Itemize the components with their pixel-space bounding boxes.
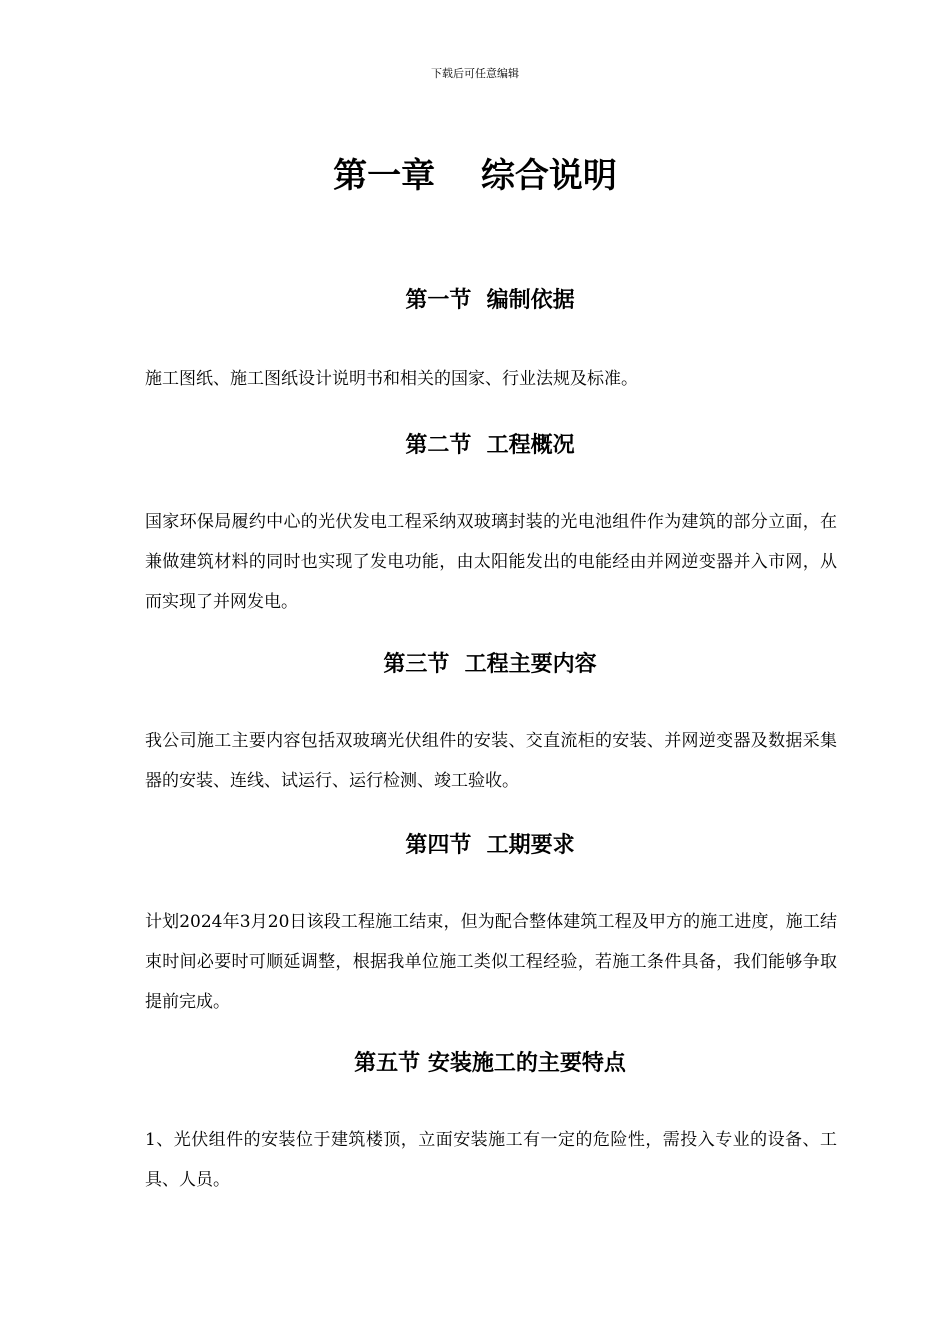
header-note: 下载后可任意编辑 [431, 67, 519, 80]
section-body-5: 1、光伏组件的安装位于建筑楼顶，立面安装施工有一定的危险性，需投入专业的设备、工具、人员。 [145, 1130, 837, 1190]
section-title-1: 第一节 编制依据 [405, 288, 575, 313]
section-title-4: 第四节 工期要求 [405, 833, 575, 858]
section-body-2: 国家环保局履约中心的光伏发电工程采纳双玻璃封装的光电池组件作为建筑的部分立面，在兼做建筑材料的同时也实现了发电功能，由太阳能发出的电能经由并网逆变器并入市网，从而实现了并网发电。 [145, 512, 837, 612]
chapter-title: 第一章 综合说明 [333, 156, 617, 196]
section-body-4: 计划2024年3月20日该段工程施工结束，但为配合整体建筑工程及甲方的施工进度，施工结束时间必要时可顺延调整，根据我单位施工类似工程经验，若施工条件具备，我们能够争取提前完成。 [145, 912, 837, 1012]
section-body-3: 我公司施工主要内容包括双玻璃光伏组件的安装、交直流柜的安装、并网逆变器及数据采集器的安装、连线、试运行、运行检测、竣工验收。 [145, 731, 837, 791]
section-title-3: 第三节 工程主要内容 [383, 652, 597, 677]
section-title-5: 第五节 安装施工的主要特点 [354, 1051, 626, 1076]
section-title-2: 第二节 工程概况 [405, 433, 575, 458]
section-body-1: 施工图纸、施工图纸设计说明书和相关的国家、行业法规及标准。 [145, 369, 638, 389]
